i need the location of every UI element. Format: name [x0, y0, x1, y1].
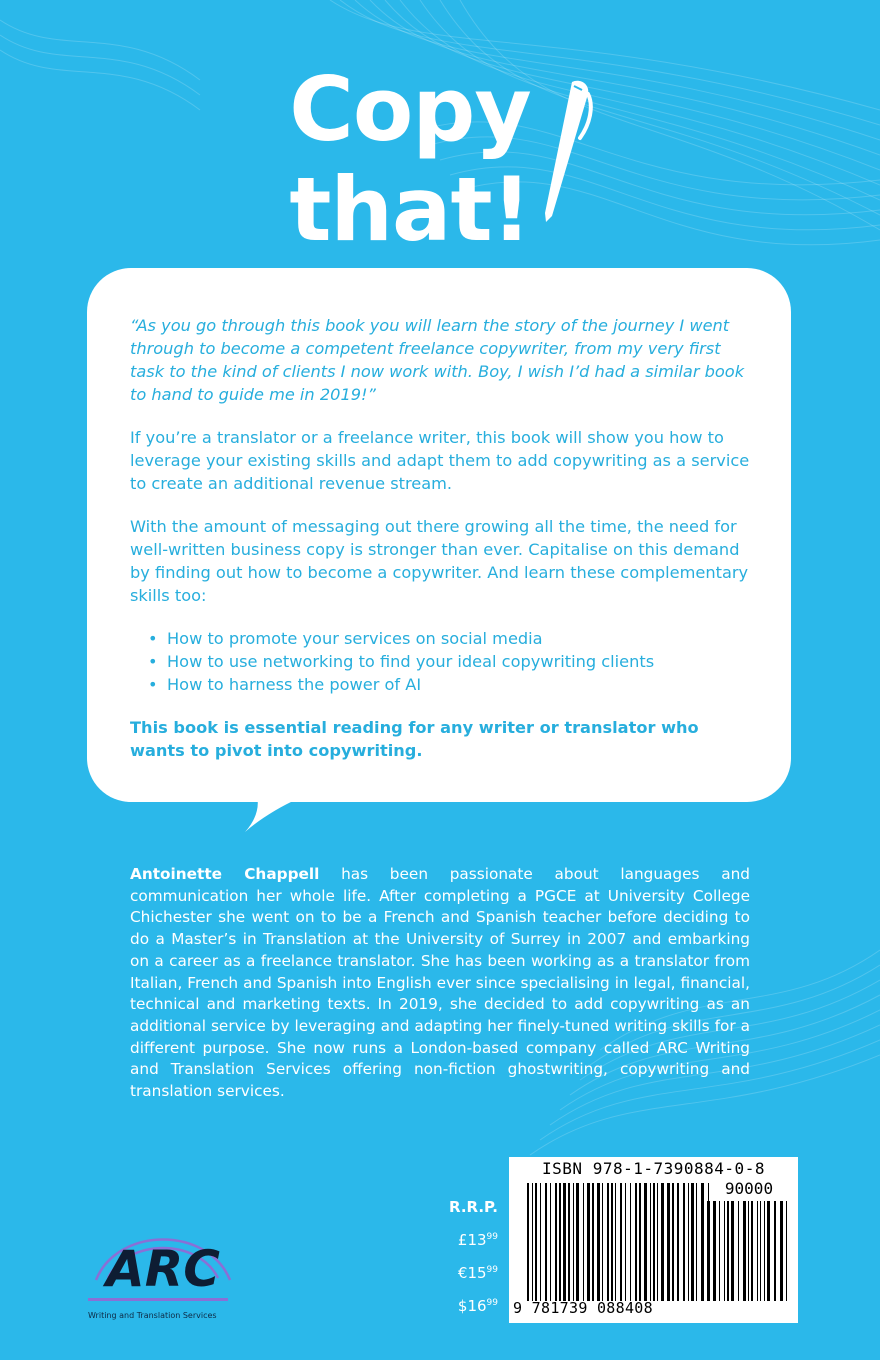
- title-line-1: Copy: [289, 58, 531, 161]
- logo-tagline: Writing and Translation Services: [88, 1311, 217, 1320]
- arc-logo: [88, 1218, 238, 1323]
- barcode-bar: [540, 1183, 541, 1301]
- barcode-bar: [672, 1183, 674, 1301]
- barcode-bar: [748, 1201, 749, 1301]
- barcode-bar: [774, 1201, 776, 1301]
- isbn-barcode: [509, 1157, 798, 1323]
- barcode-bar: [707, 1201, 710, 1301]
- barcode-bar: [657, 1183, 658, 1301]
- barcode-bar: [667, 1183, 670, 1301]
- barcode-bar: [780, 1201, 783, 1301]
- skills-list: [130, 627, 755, 696]
- barcode-bar: [597, 1183, 600, 1301]
- barcode-bar: [677, 1183, 679, 1301]
- barcode-bar: [576, 1183, 579, 1301]
- barcode-bar: [607, 1183, 609, 1301]
- logo-text: ARC: [106, 1240, 220, 1298]
- barcode-bar: [688, 1183, 689, 1301]
- barcode-bar: [630, 1183, 631, 1301]
- barcode-bar: [724, 1201, 725, 1301]
- barcode-bar: [764, 1201, 765, 1301]
- barcode-bar: [592, 1183, 594, 1301]
- author-bio: [130, 864, 750, 1103]
- barcode-bars: [527, 1183, 709, 1301]
- barcode-bar: [743, 1201, 746, 1301]
- price-usd: $\$16^{99}$: [457, 1297, 498, 1315]
- isbn-number: ISBN 978-1-7390884-0-8: [542, 1159, 765, 1178]
- barcode-bar: [615, 1183, 616, 1301]
- barcode-bar: [644, 1183, 647, 1301]
- barcode-bar: [573, 1183, 574, 1301]
- barcode-bar: [620, 1183, 622, 1301]
- rrp-label: R.R.P.: [449, 1198, 498, 1216]
- author-bio-text: has been passionate about languages and communication her whole life. After completing a PGCE at University College Chichester she went on to be a French and Spanish teacher before deciding to do a Master’s in Translation at the University of Surrey in 2007 and embarking on a career as a freelance translator. She has been working as a translator from Italian, French and Spanish into English ever since specialising in legal, financial, technical and marketing texts. In 2019, she decided to add copywriting as an additional service by leveraging and adapting her finely-tuned writing skills for a different purpose. She now runs a London-based company called ARC Writing and Translation Services offering non-fiction ghostwriting, copywriting and translation services.: [130, 865, 750, 1101]
- barcode-bar: [757, 1201, 758, 1301]
- price-eur: $€15^{99}$: [457, 1264, 498, 1282]
- price-gbp: $£13^{99}$: [457, 1231, 498, 1249]
- author-quote: “As you go through this book you will learn the story of the journey I went through to become a competent freelance copywriter, from my very first task to the kind of clients I now work with. Boy, I wish I’d had a similar book to hand to guide me in 2019!”: [130, 316, 745, 404]
- barcode-bar: [738, 1201, 739, 1301]
- barcode-bar: [696, 1183, 697, 1301]
- barcode-bar: [563, 1183, 566, 1301]
- list-item: • How to promote your services on social media: [130, 627, 755, 650]
- ean-digits: 9 781739 088408: [513, 1299, 653, 1317]
- barcode-bar: [527, 1183, 529, 1301]
- barcode-bar: [731, 1201, 734, 1301]
- barcode-bar: [719, 1201, 720, 1301]
- price-code: 90000: [724, 1179, 774, 1198]
- barcode-bar: [683, 1183, 685, 1301]
- barcode-bar: [583, 1183, 584, 1301]
- barcode-bar: [545, 1183, 547, 1301]
- blurb-paragraph-2: With the amount of messaging out there growing all the time, the need for well-written business copy is stronger than ever. Capitalise on this demand by finding out how to become a copywriter. And learn these complementary skills too:: [130, 517, 749, 605]
- barcode-bar: [760, 1201, 761, 1301]
- speech-bubble-tail: [240, 780, 360, 840]
- barcode-bar: [611, 1183, 613, 1301]
- barcode-bar: [767, 1201, 770, 1301]
- barcode-bar: [625, 1183, 626, 1301]
- list-item: • How to harness the power of AI: [130, 673, 755, 696]
- barcode-bar: [691, 1183, 694, 1301]
- closing-statement: This book is essential reading for any writer or translator who wants to pivot into copywriting.: [130, 718, 699, 760]
- barcode-bar: [713, 1201, 716, 1301]
- pen-icon: [536, 76, 596, 226]
- barcode-bar: [602, 1183, 603, 1301]
- barcode-bar: [568, 1183, 570, 1301]
- blurb-paragraph-1: If you’re a translator or a freelance writer, this book will show you how to leverage your existing skills and adapt them to add copywriting as a service to create an additional revenue stream.: [130, 428, 750, 493]
- list-item: • How to use networking to find your ideal copywriting clients: [130, 650, 755, 673]
- title-line-2: that!: [289, 158, 531, 261]
- author-name: Antoinette Chappell: [130, 865, 320, 883]
- barcode-bar: [650, 1183, 651, 1301]
- barcode-bar: [727, 1201, 729, 1301]
- barcode-bar: [555, 1183, 557, 1301]
- barcode-bar: [751, 1201, 753, 1301]
- barcode-bar: [661, 1183, 664, 1301]
- barcode-bar: [550, 1183, 551, 1301]
- barcode-bar: [535, 1183, 537, 1301]
- barcode-bar: [639, 1183, 641, 1301]
- barcode-bar: [532, 1183, 533, 1301]
- barcode-bar: [587, 1183, 590, 1301]
- barcode-bar: [701, 1183, 704, 1301]
- blurb-content: [130, 314, 755, 762]
- book-title: [0, 60, 820, 260]
- barcode-bar: [559, 1183, 561, 1301]
- barcode-bar: [635, 1183, 637, 1301]
- barcode-bar: [786, 1201, 787, 1301]
- barcode-addon-bars: [707, 1201, 787, 1301]
- barcode-bar: [653, 1183, 655, 1301]
- price-list: [420, 1192, 498, 1321]
